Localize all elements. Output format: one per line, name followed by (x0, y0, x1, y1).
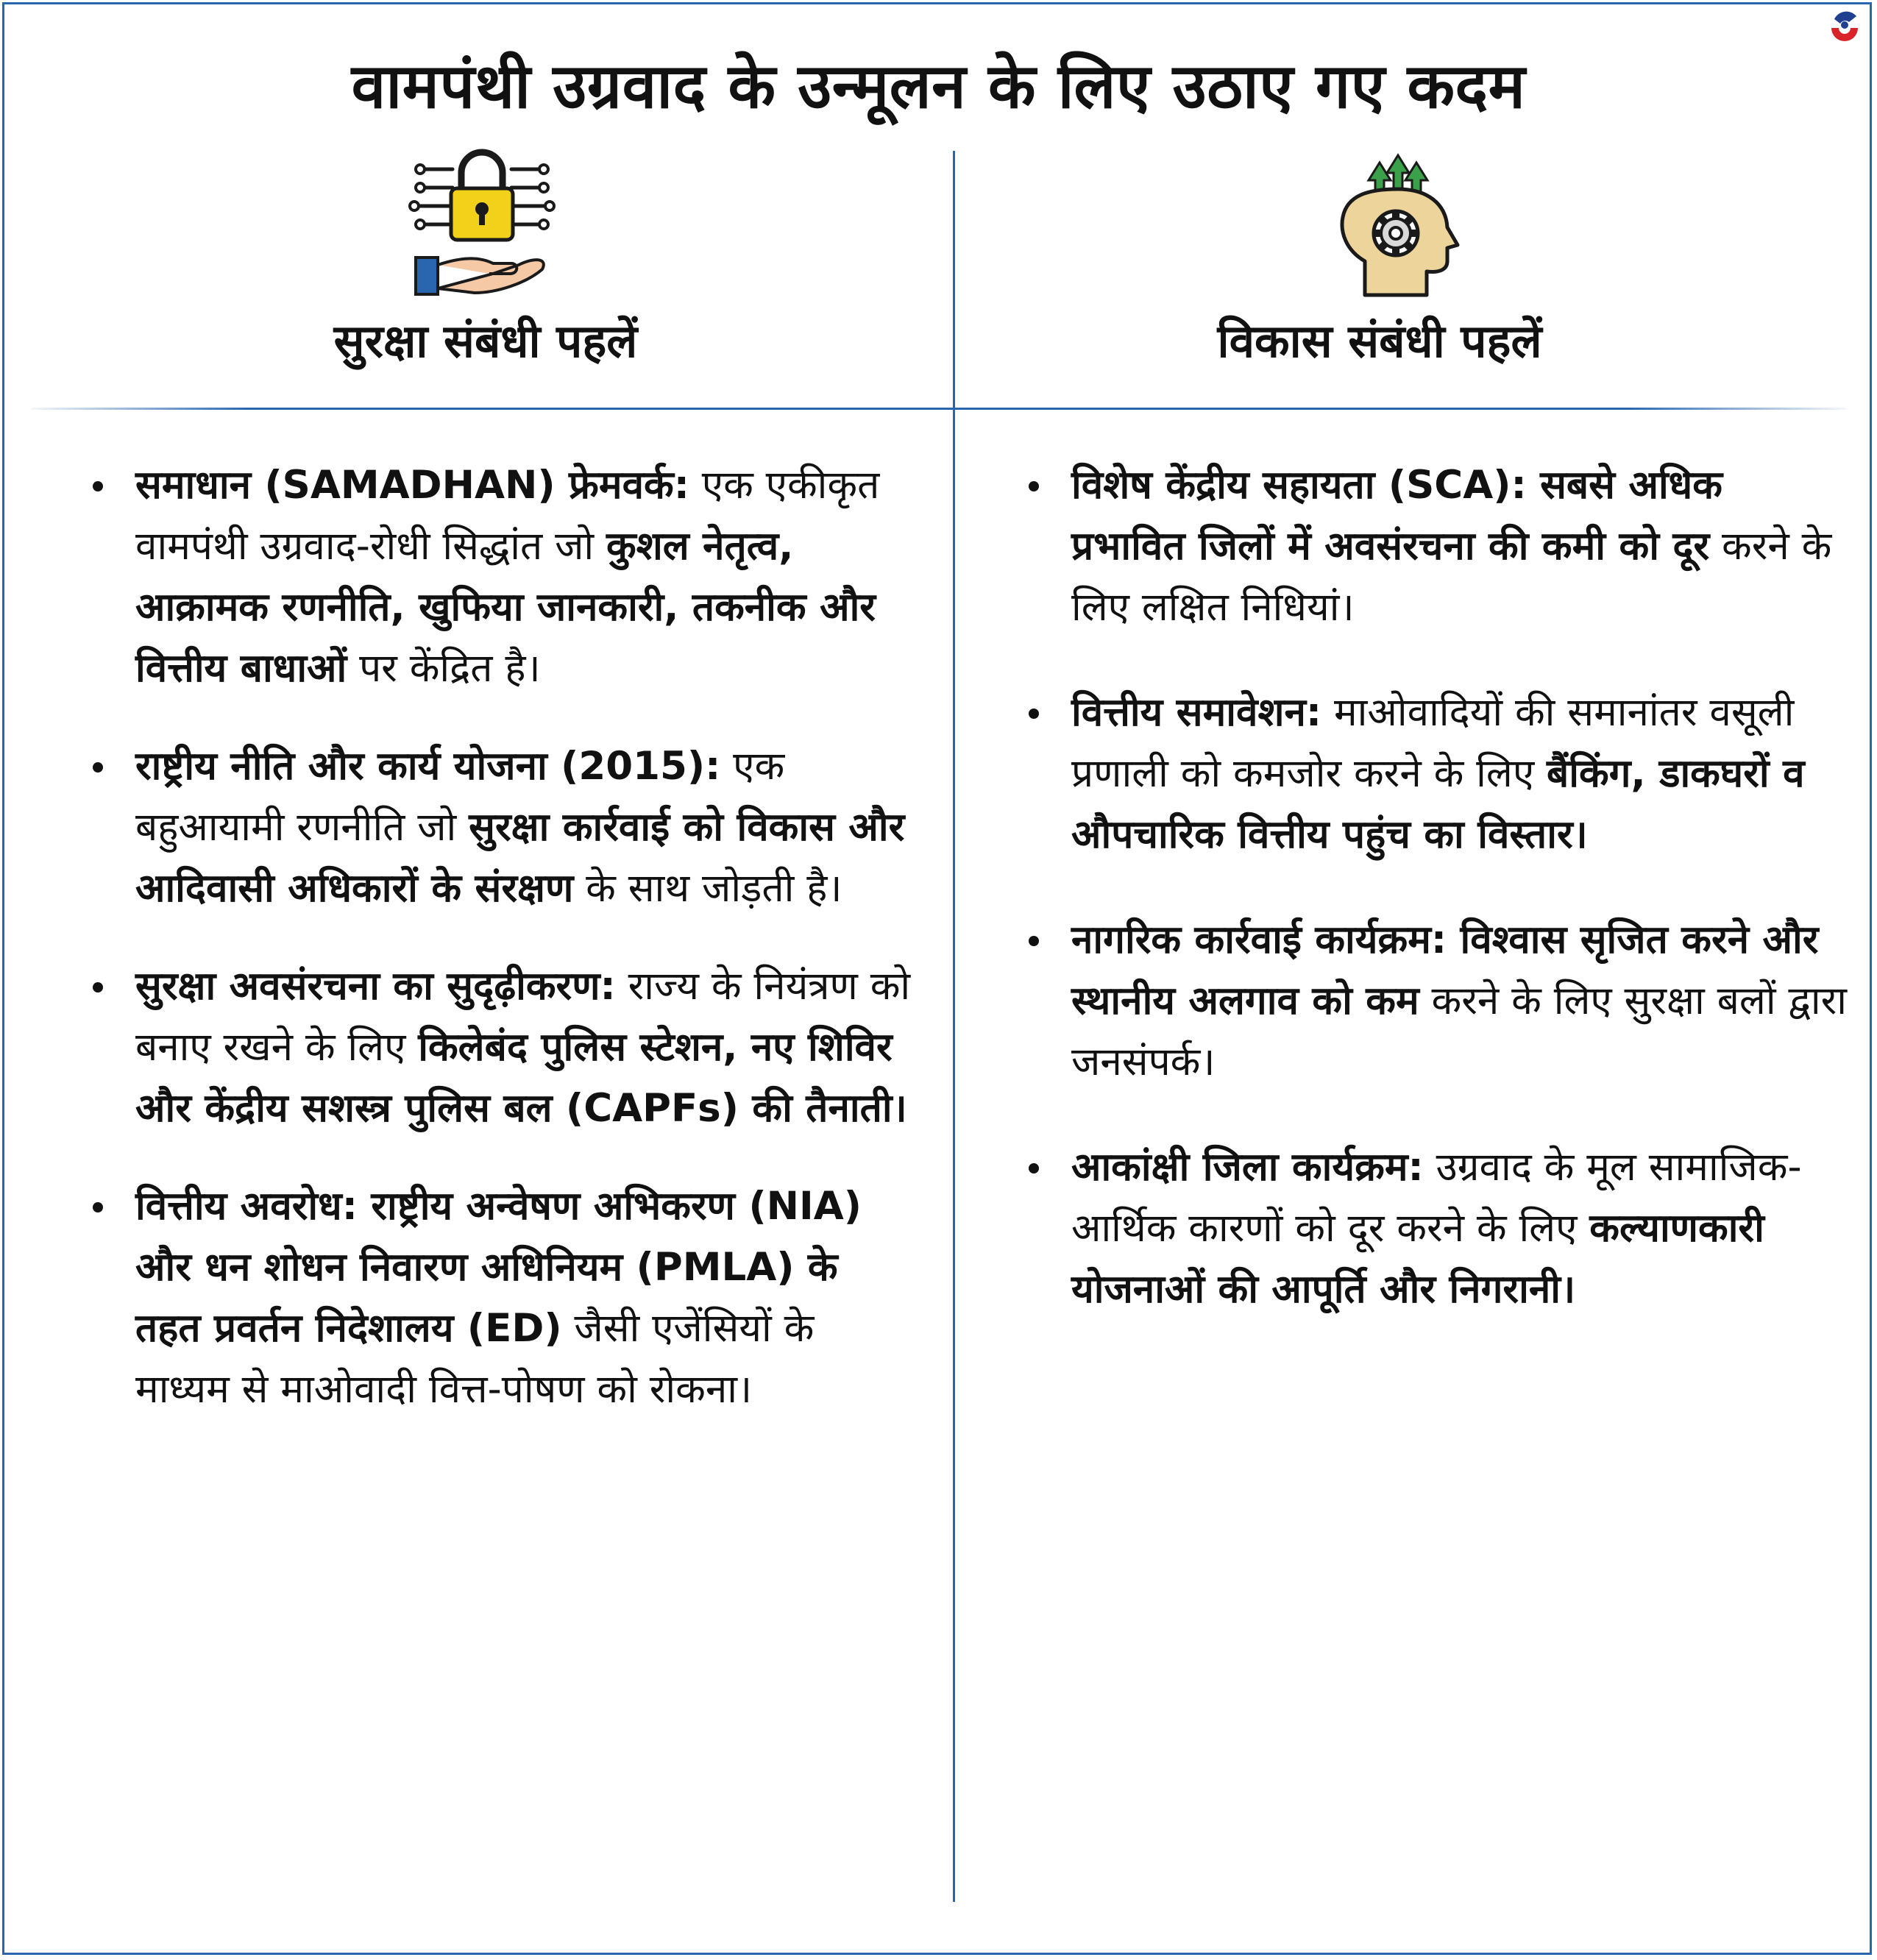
list-item: सुरक्षा अवसंरचना का सुदृढ़ीकरण: राज्य के नियंत्रण को बनाए रखने के लिए किलेबंद पुलिस स्टेशन, नए शिविर और केंद्रीय सशस्त्र पुलिस बल (CAPFs) की तैनाती। (88, 956, 912, 1139)
list-item: आकांक्षी जिला कार्यक्रम: उग्रवाद के मूल सामाजिक-आर्थिक कारणों को दूर करने के लिए कल्याणकारी योजनाओं की आपूर्ति और निगरानी। (1024, 1137, 1848, 1320)
development-initiatives-heading: विकास संबंधी पहलें (1217, 314, 1542, 368)
list-item: वित्तीय अवरोध: राष्ट्रीय अन्वेषण अभिकरण (NIA) और धन शोधन निवारण अधिनियम (PMLA) के तहत प्रवर्तन निदेशालय (ED) जैसी एजेंसियों के माध्यम से माओवादी वित्त-पोषण को रोकना। (88, 1176, 912, 1420)
list-item: समाधान (SAMADHAN) फ्रेमवर्क: एक एकीकृत वामपंथी उग्रवाद-रोधी सिद्धांत जो कुशल नेतृत्व, आक्रामक रणनीति, खुफिया जानकारी, तकनीक और वित्तीय बाधाओं पर केंद्रित है। (88, 455, 912, 699)
brand-logo-icon (1828, 9, 1861, 41)
header-divider (31, 408, 1846, 410)
security-initiatives-heading: सुरक्षा संबंधी पहलें (333, 314, 638, 368)
head-gear-growth-icon (1335, 151, 1461, 298)
column-divider (953, 151, 955, 1902)
lock-hand-circuit-icon (408, 147, 556, 298)
development-initiatives-list (1024, 455, 1848, 1364)
security-initiatives-list (88, 455, 912, 1457)
list-item: वित्तीय समावेशन: माओवादियों की समानांतर वसूली प्रणाली को कमजोर करने के लिए बैंकिंग, डाकघरों व औपचारिक वित्तीय पहुंच का विस्तार। (1024, 682, 1848, 865)
list-item: नागरिक कार्रवाई कार्यक्रम: विश्वास सृजित करने और स्थानीय अलगाव को कम करने के लिए सुरक्षा बलों द्वारा जनसंपर्क। (1024, 909, 1848, 1093)
list-item: विशेष केंद्रीय सहायता (SCA): सबसे अधिक प्रभावित जिलों में अवसंरचना की कमी को दूर करने के लिए लक्षित निधियां। (1024, 455, 1848, 638)
list-item: राष्ट्रीय नीति और कार्य योजना (2015): एक बहुआयामी रणनीति जो सुरक्षा कार्रवाई को विकास और आदिवासी अधिकारों के संरक्षण के साथ जोड़ती है। (88, 736, 912, 919)
page-title: वामपंथी उग्रवाद के उन्मूलन के लिए उठाए गए कदम (351, 50, 1526, 122)
